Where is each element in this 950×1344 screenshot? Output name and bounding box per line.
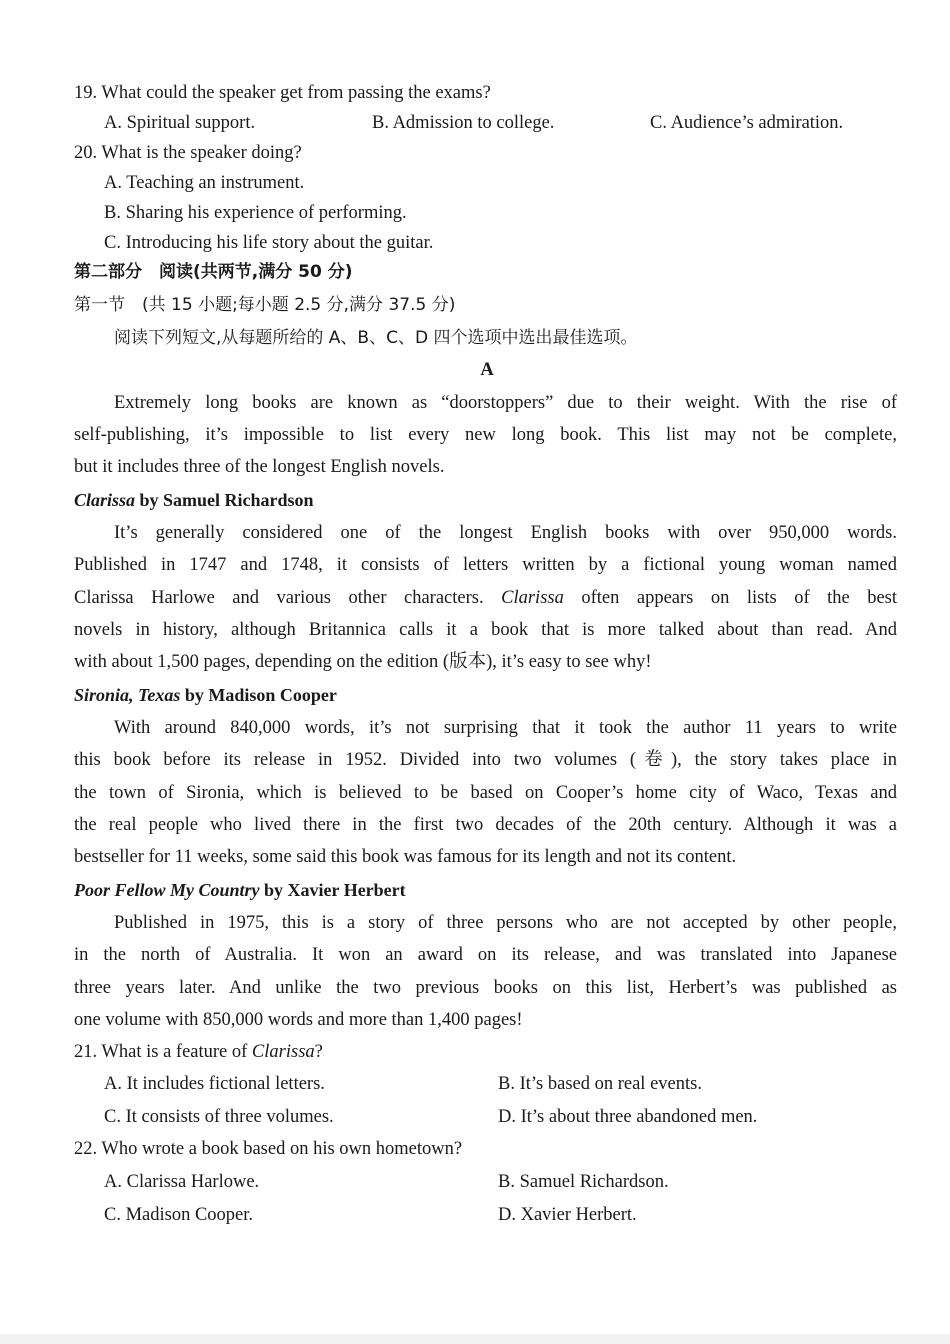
intro-line-2: self-publishing, it’s impossible to list every new long book. This list may not be complete,: [74, 425, 897, 445]
q19-option-a: A. Spiritual support.: [104, 113, 256, 133]
book1-line-5: with about 1,500 pages, depending on the edition (版本), it’s easy to see why!: [74, 652, 652, 672]
book2-line-4: the real people who lived there in the first two decades of the 20th century. Although it was a: [74, 815, 897, 835]
intro-line-3: but it includes three of the longest English novels.: [74, 457, 445, 477]
book3-heading: [74, 878, 406, 902]
book3-line-4: one volume with 850,000 words and more than 1,400 pages!: [74, 1010, 523, 1030]
q22-option-b: B. Samuel Richardson.: [498, 1172, 669, 1192]
scan-bottom-edge: [0, 1334, 950, 1344]
book2-line-2: this book before its release in 1952. Divided into two volumes (卷), the story takes place in: [74, 750, 897, 770]
book2-title: Sironia, Texas: [74, 685, 181, 705]
book2-line-1: With around 840,000 words, it’s not surprising that it took the author 11 years to write: [114, 718, 897, 738]
q21-stem-post: ?: [314, 1042, 323, 1062]
book1-line-3-title: Clarissa: [501, 588, 564, 608]
q22-stem: 22. Who wrote a book based on his own hometown?: [74, 1139, 463, 1159]
book1-line-2: Published in 1747 and 1748, it consists of letters written by a fictional young woman named: [74, 555, 897, 575]
section1-heading: 第一节 (共 15 小题;每小题 2.5 分,满分 37.5 分): [74, 295, 456, 315]
q21-option-c: C. It consists of three volumes.: [104, 1107, 334, 1127]
q22-option-c: C. Madison Cooper.: [104, 1205, 254, 1225]
book1-line-4: novels in history, although Britannica calls it a book that is more talked about than read. And: [74, 620, 897, 640]
q21-option-a: A. It includes fictional letters.: [104, 1074, 325, 1094]
section1-instruction: 阅读下列短文,从每题所给的 A、B、C、D 四个选项中选出最佳选项。: [114, 328, 638, 348]
book3-line-2: in the north of Australia. It won an award on its release, and was translated into Japanese: [74, 945, 897, 965]
q19-option-c: C. Audience’s admiration.: [650, 113, 844, 133]
book1-line-3: [74, 586, 897, 610]
book1-line-3a: Clarissa Harlowe and various other characters.: [74, 588, 484, 608]
book2-author: by Madison Cooper: [180, 685, 337, 705]
book1-author: by Samuel Richardson: [135, 490, 314, 510]
q20-stem: 20. What is the speaker doing?: [74, 143, 302, 163]
book1-line-3c: often appears on lists of the best: [581, 588, 898, 608]
book3-line-1: Published in 1975, this is a story of three persons who are not accepted by other people,: [114, 913, 897, 933]
book3-author: by Xavier Herbert: [259, 880, 406, 900]
q21-stem-pre: 21. What is a feature of: [74, 1042, 252, 1062]
q20-option-a: A. Teaching an instrument.: [104, 173, 305, 193]
q21-stem: [74, 1040, 323, 1064]
book2-line-5: bestseller for 11 weeks, some said this book was famous for its length and not its content.: [74, 847, 737, 867]
q20-option-b: B. Sharing his experience of performing.: [104, 203, 407, 223]
book1-title: Clarissa: [74, 490, 136, 510]
q21-option-b: B. It’s based on real events.: [498, 1074, 702, 1094]
q22-option-d: D. Xavier Herbert.: [498, 1205, 637, 1225]
book1-heading: [74, 488, 314, 512]
q21-option-d: D. It’s about three abandoned men.: [498, 1107, 758, 1127]
book2-line-3: the town of Sironia, which is believed to be based on Cooper’s home city of Waco, Texas and: [74, 783, 897, 803]
q22-option-a: A. Clarissa Harlowe.: [104, 1172, 260, 1192]
passage-label: A: [480, 360, 494, 380]
book1-line-1: It’s generally considered one of the longest English books with over 950,000 words.: [114, 523, 897, 543]
q19-option-b: B. Admission to college.: [372, 113, 555, 133]
part2-heading: 第二部分 阅读(共两节,满分 50 分): [74, 262, 353, 282]
book3-title: Poor Fellow My Country: [74, 880, 260, 900]
q19-stem: 19. What could the speaker get from passing the exams?: [74, 83, 491, 103]
q20-option-c: C. Introducing his life story about the guitar.: [104, 233, 434, 253]
intro-line-1: Extremely long books are known as “doorstoppers” due to their weight. With the rise of: [114, 393, 897, 413]
book3-line-3: three years later. And unlike the two previous books on this list, Herbert’s was published as: [74, 978, 897, 998]
book2-heading: [74, 683, 337, 707]
q21-stem-title: Clarissa: [251, 1042, 315, 1062]
